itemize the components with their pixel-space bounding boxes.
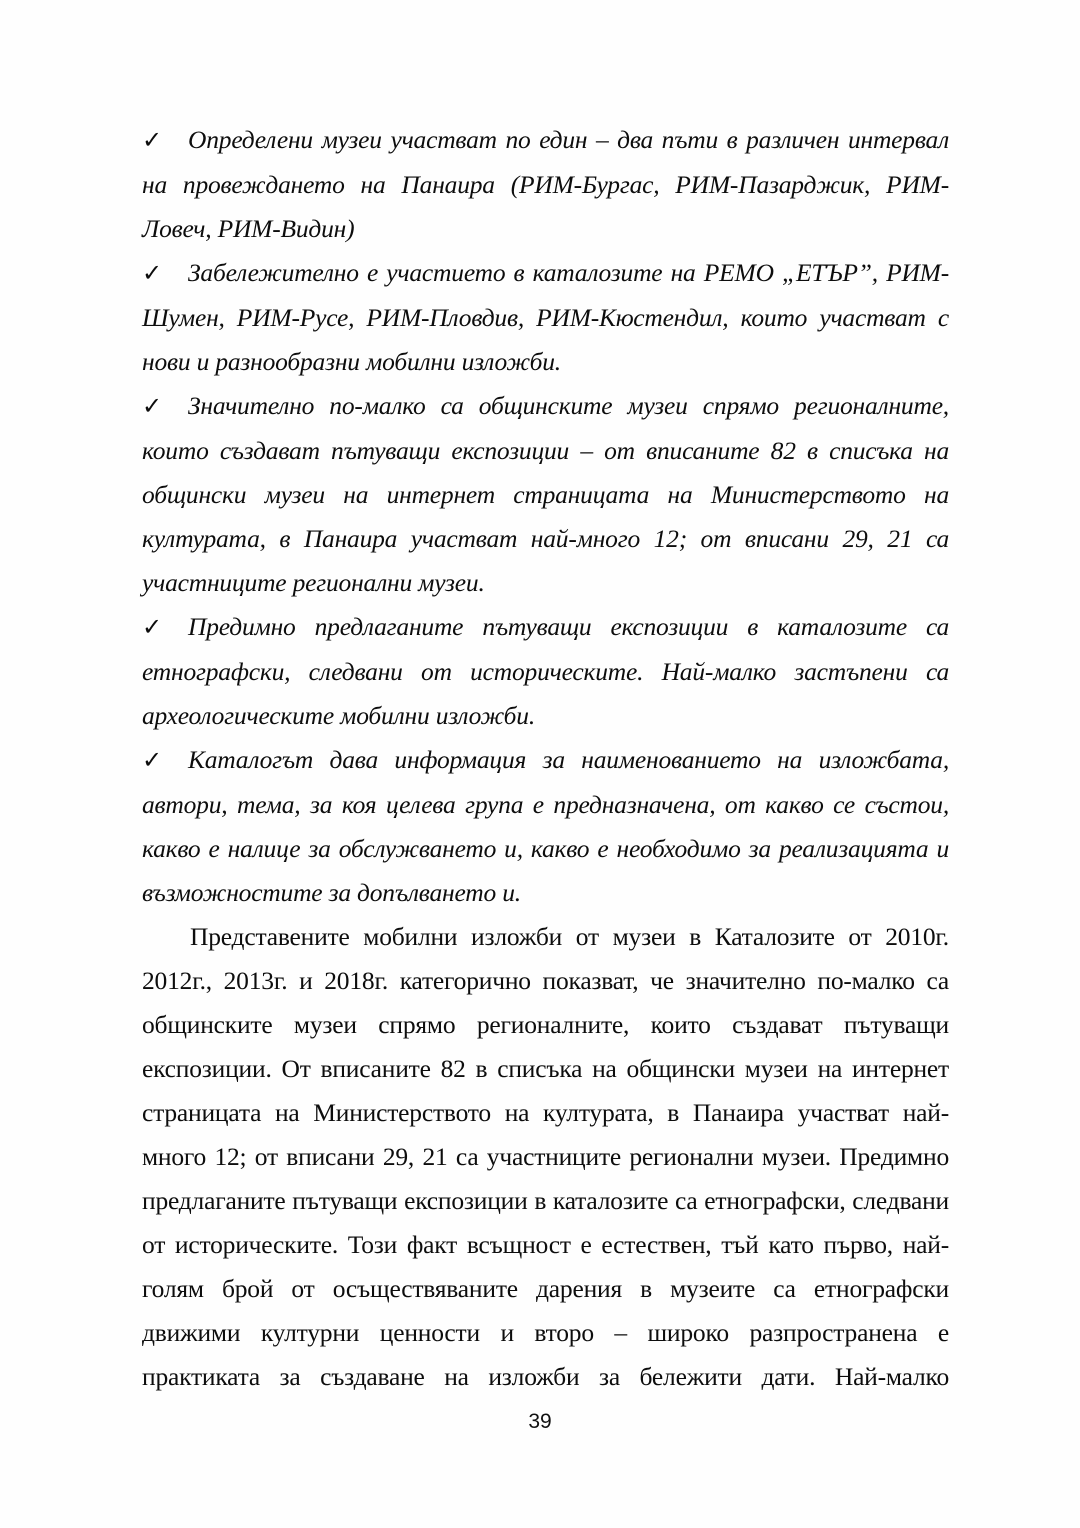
checkmark-icon: ✓ (142, 128, 163, 154)
checkmark-icon: ✓ (142, 615, 163, 641)
bullet-item-5 (142, 738, 949, 915)
bullet-item-2 (142, 251, 949, 384)
bullet-text-1: Определени музеи участват по един – два пъти в различен интервал на провеждането на Панаира (РИМ-Бургас, РИМ-Пазарджик, РИМ-Ловеч, РИМ-Видин) (142, 125, 949, 243)
body-paragraph: Представените мобилни изложби от музеи в Каталозите от 2010г. 2012г., 2013г. и 2018г. категорично показват, че значително по-малко са общинските музеи спрямо регионалните, които създават пътуващи експозиции. От вписаните 82 в списъка на общински музеи на интернет страницата на Министерството на културата, в Панаира участват най-много 12; от вписани 29, 21 са участниците регионални музеи. Предимно предлаганите пътуващи експозиции в каталозите са етнографски, следвани от историческите. Този факт всъщност е естествен, тъй като първо, най-голям брой от осъществяваните дарения в музеите са етнографски движими културни ценности и второ – широко разпространена е практиката за създаване на изложби за бележити дати. Най-малко (142, 922, 949, 1391)
checkmark-icon: ✓ (142, 748, 163, 774)
bullet-item-3 (142, 384, 949, 605)
bullet-text-2: Забележително е участието в каталозите на РЕМО „ЕТЪР”, РИМ-Шумен, РИМ-Русе, РИМ-Пловдив, РИМ-Кюстендил, които участват с нови и разнообразни мобилни изложби. (142, 258, 949, 376)
bullet-item-4 (142, 605, 949, 738)
bullet-text-4: Предимно предлаганите пътуващи експозиции в каталозите са етнографски, следвани от историческите. Най-малко застъпени са археологическите мобилни изложби. (142, 612, 949, 730)
bullet-item-1 (142, 118, 949, 251)
text-block (142, 118, 949, 1399)
page-number: 39 (528, 1410, 552, 1433)
bullet-text-5: Каталогът дава информация за наименованието на изложбата, автори, тема, за коя целева група е предназначена, от какво се състои, какво е налице за обслужването и, какво е необходимо за реализацията и възможностите за допълването и. (142, 745, 949, 907)
checkmark-icon: ✓ (142, 261, 163, 287)
bullet-text-3: Значително по-малко са общинските музеи спрямо регионалните, които създават пътуващи експозиции – от вписаните 82 в списъка на общински музеи на интернет страницата на Министерството на културата, в Панаира участват най-много 12; от вписани 29, 21 са участниците регионални музеи. (142, 391, 949, 597)
checkmark-icon: ✓ (142, 394, 163, 420)
